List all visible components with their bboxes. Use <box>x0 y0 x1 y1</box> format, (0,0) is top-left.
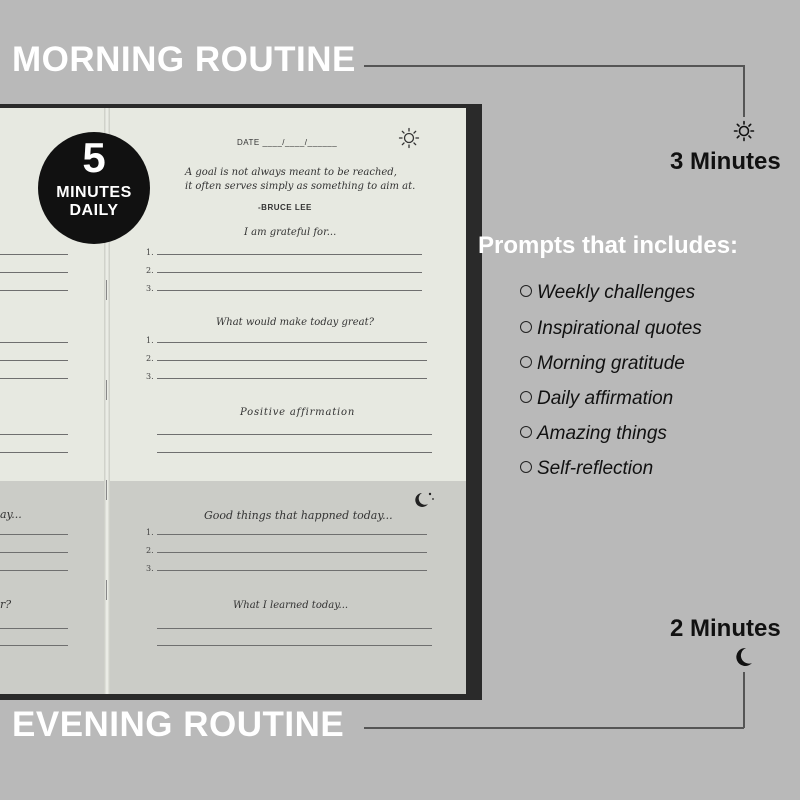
left-page-line <box>0 645 68 646</box>
evening-routine-heading: EVENING ROUTINE <box>12 705 345 744</box>
quote-line-1: A goal is not always meant to be reached, <box>185 167 397 178</box>
line-number: 2. <box>146 546 154 555</box>
left-page-line <box>0 342 68 343</box>
left-page-line <box>0 434 68 435</box>
line-number: 2. <box>146 354 154 363</box>
badge-number: 5 <box>82 134 106 181</box>
left-page-line <box>0 552 68 553</box>
sun-icon <box>733 120 755 142</box>
left-page-line <box>0 570 68 571</box>
quote-line-2: it often serves simply as something to aim at. <box>185 181 416 192</box>
line-number: 1. <box>146 248 154 257</box>
great-line-3 <box>157 378 427 379</box>
left-page-line <box>0 254 68 255</box>
line-number: 3. <box>146 564 154 573</box>
prompt-item: Daily affirmation <box>520 388 673 410</box>
grateful-line-1 <box>157 254 422 255</box>
morning-duration: 3 Minutes <box>670 148 781 175</box>
grateful-line-2 <box>157 272 422 273</box>
section-learned: What I learned today... <box>233 600 349 611</box>
left-page-fragment: ay... <box>0 508 22 521</box>
line-number: 2. <box>146 266 154 275</box>
bullet-circle-icon <box>520 391 532 403</box>
line-number: 3. <box>146 284 154 293</box>
affirmation-line-2 <box>157 452 432 453</box>
left-page-line <box>0 272 68 273</box>
prompt-item: Amazing things <box>520 423 667 445</box>
binding-stitch <box>106 580 107 600</box>
binding-stitch <box>106 280 107 300</box>
prompt-item: Self-reflection <box>520 458 653 480</box>
left-page-line <box>0 290 68 291</box>
section-affirmation: Positive affirmation <box>240 407 356 418</box>
line-number: 1. <box>146 336 154 345</box>
learned-line-2 <box>157 645 432 646</box>
bullet-circle-icon <box>520 356 532 368</box>
binding-stitch <box>106 480 107 500</box>
good-things-line-3 <box>157 570 427 571</box>
quote-author: -BRUCE LEE <box>258 203 312 212</box>
date-field: DATE ____/____/______ <box>237 138 338 147</box>
left-page-line <box>0 534 68 535</box>
prompt-item: Inspirational quotes <box>520 318 702 340</box>
evening-connector-line <box>364 727 744 729</box>
bullet-circle-icon <box>520 461 532 473</box>
section-grateful: I am grateful for... <box>244 227 337 238</box>
left-page-line <box>0 628 68 629</box>
bullet-circle-icon <box>520 426 532 438</box>
prompts-title: Prompts that includes: <box>478 232 739 259</box>
good-things-line-2 <box>157 552 427 553</box>
bullet-circle-icon <box>520 321 532 333</box>
learned-line-1 <box>157 628 432 629</box>
morning-connector-line <box>364 65 744 67</box>
left-page-line <box>0 378 68 379</box>
evening-duration: 2 Minutes <box>670 615 781 642</box>
five-minutes-daily-badge <box>38 132 150 244</box>
prompt-item: Weekly challenges <box>520 282 695 304</box>
journal-sun-icon <box>398 127 420 149</box>
section-great: What would make today great? <box>216 317 374 328</box>
great-line-2 <box>157 360 427 361</box>
affirmation-line-1 <box>157 434 432 435</box>
morning-routine-heading: MORNING ROUTINE <box>12 40 356 79</box>
journal-moon-stars-icon <box>412 489 436 511</box>
line-number: 3. <box>146 372 154 381</box>
morning-connector-drop <box>743 65 745 117</box>
great-line-1 <box>157 342 427 343</box>
good-things-line-1 <box>157 534 427 535</box>
section-good-things: Good things that happned today... <box>204 509 393 522</box>
line-number: 1. <box>146 528 154 537</box>
prompt-item: Morning gratitude <box>520 353 685 375</box>
badge-line1: MINUTES <box>56 184 132 201</box>
evening-connector-rise <box>743 672 745 728</box>
left-page-line <box>0 452 68 453</box>
left-page-fragment: r? <box>0 598 12 611</box>
bullet-circle-icon <box>520 285 532 297</box>
left-page-line <box>0 360 68 361</box>
badge-line2: DAILY <box>69 202 119 219</box>
binding-stitch <box>106 380 107 400</box>
moon-icon <box>734 646 754 668</box>
grateful-line-3 <box>157 290 422 291</box>
